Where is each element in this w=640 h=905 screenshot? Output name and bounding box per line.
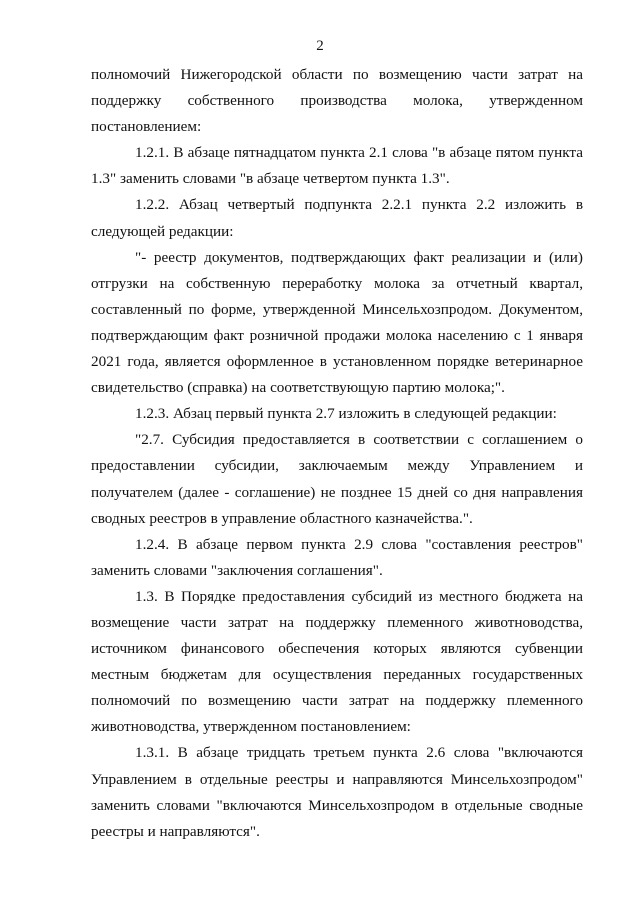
paragraph-1-2-4: 1.2.4. В абзаце первом пункта 2.9 слова "составления реестров" заменить словами "заключения соглашения".: [91, 535, 583, 579]
paragraph-1-3: 1.3. В Порядке предоставления субсидий из местного бюджета на возмещение части затрат на поддержку племенного животноводства, источником финансового обеспечения которых являются субвенции местным бюджетам для осуществления переданных государственных полномочий по возмещению части затрат на поддержку племенного животноводства, утвержденном постановлением:: [91, 587, 583, 736]
page-number: 2: [316, 38, 324, 54]
paragraph-quote-registry: "- реестр документов, подтверждающих факт реализации и (или) отгрузки на собственную переработку молока за отчетный квартал, составленный по форме, утвержденной Минсельхозпродом. Документом, подтверждающим факт розничной продажи молока населению с 1 января 2021 года, является оформленное в установленном порядке ветеринарное свидетельство (справка) на соответствующую партию молока;".: [91, 248, 583, 397]
paragraph-1-2-2: 1.2.2. Абзац четвертый подпункта 2.2.1 пункта 2.2 изложить в следующей редакции:: [91, 196, 583, 240]
paragraph-continuation: полномочий Нижегородской области по возмещению части затрат на поддержку собственного производства молока, утвержденном постановлением:: [91, 66, 583, 136]
paragraph-quote-2-7: "2.7. Субсидия предоставляется в соответствии с соглашением о предоставлении субсидии, заключаемым между Управлением и получателем (далее - соглашение) не позднее 15 дней со дня направления сводных реестров в управление областного казначейства.".: [91, 431, 583, 527]
paragraph-1-2-1: 1.2.1. В абзаце пятнадцатом пункта 2.1 слова "в абзаце пятом пункта 1.3" заменить словами "в абзаце четвертом пункта 1.3".: [91, 144, 583, 188]
document-body: [91, 62, 583, 845]
paragraph-1-2-3: 1.2.3. Абзац первый пункта 2.7 изложить в следующей редакции:: [135, 405, 557, 423]
paragraph-1-3-1: 1.3.1. В абзаце тридцать третьем пункта 2.6 слова "включаются Управлением в отдельные реестры и направляются Минсельхозпродом" заменить словами "включаются Минсельхозпродом в отдельные сводные реестры и направляются".: [91, 744, 583, 840]
